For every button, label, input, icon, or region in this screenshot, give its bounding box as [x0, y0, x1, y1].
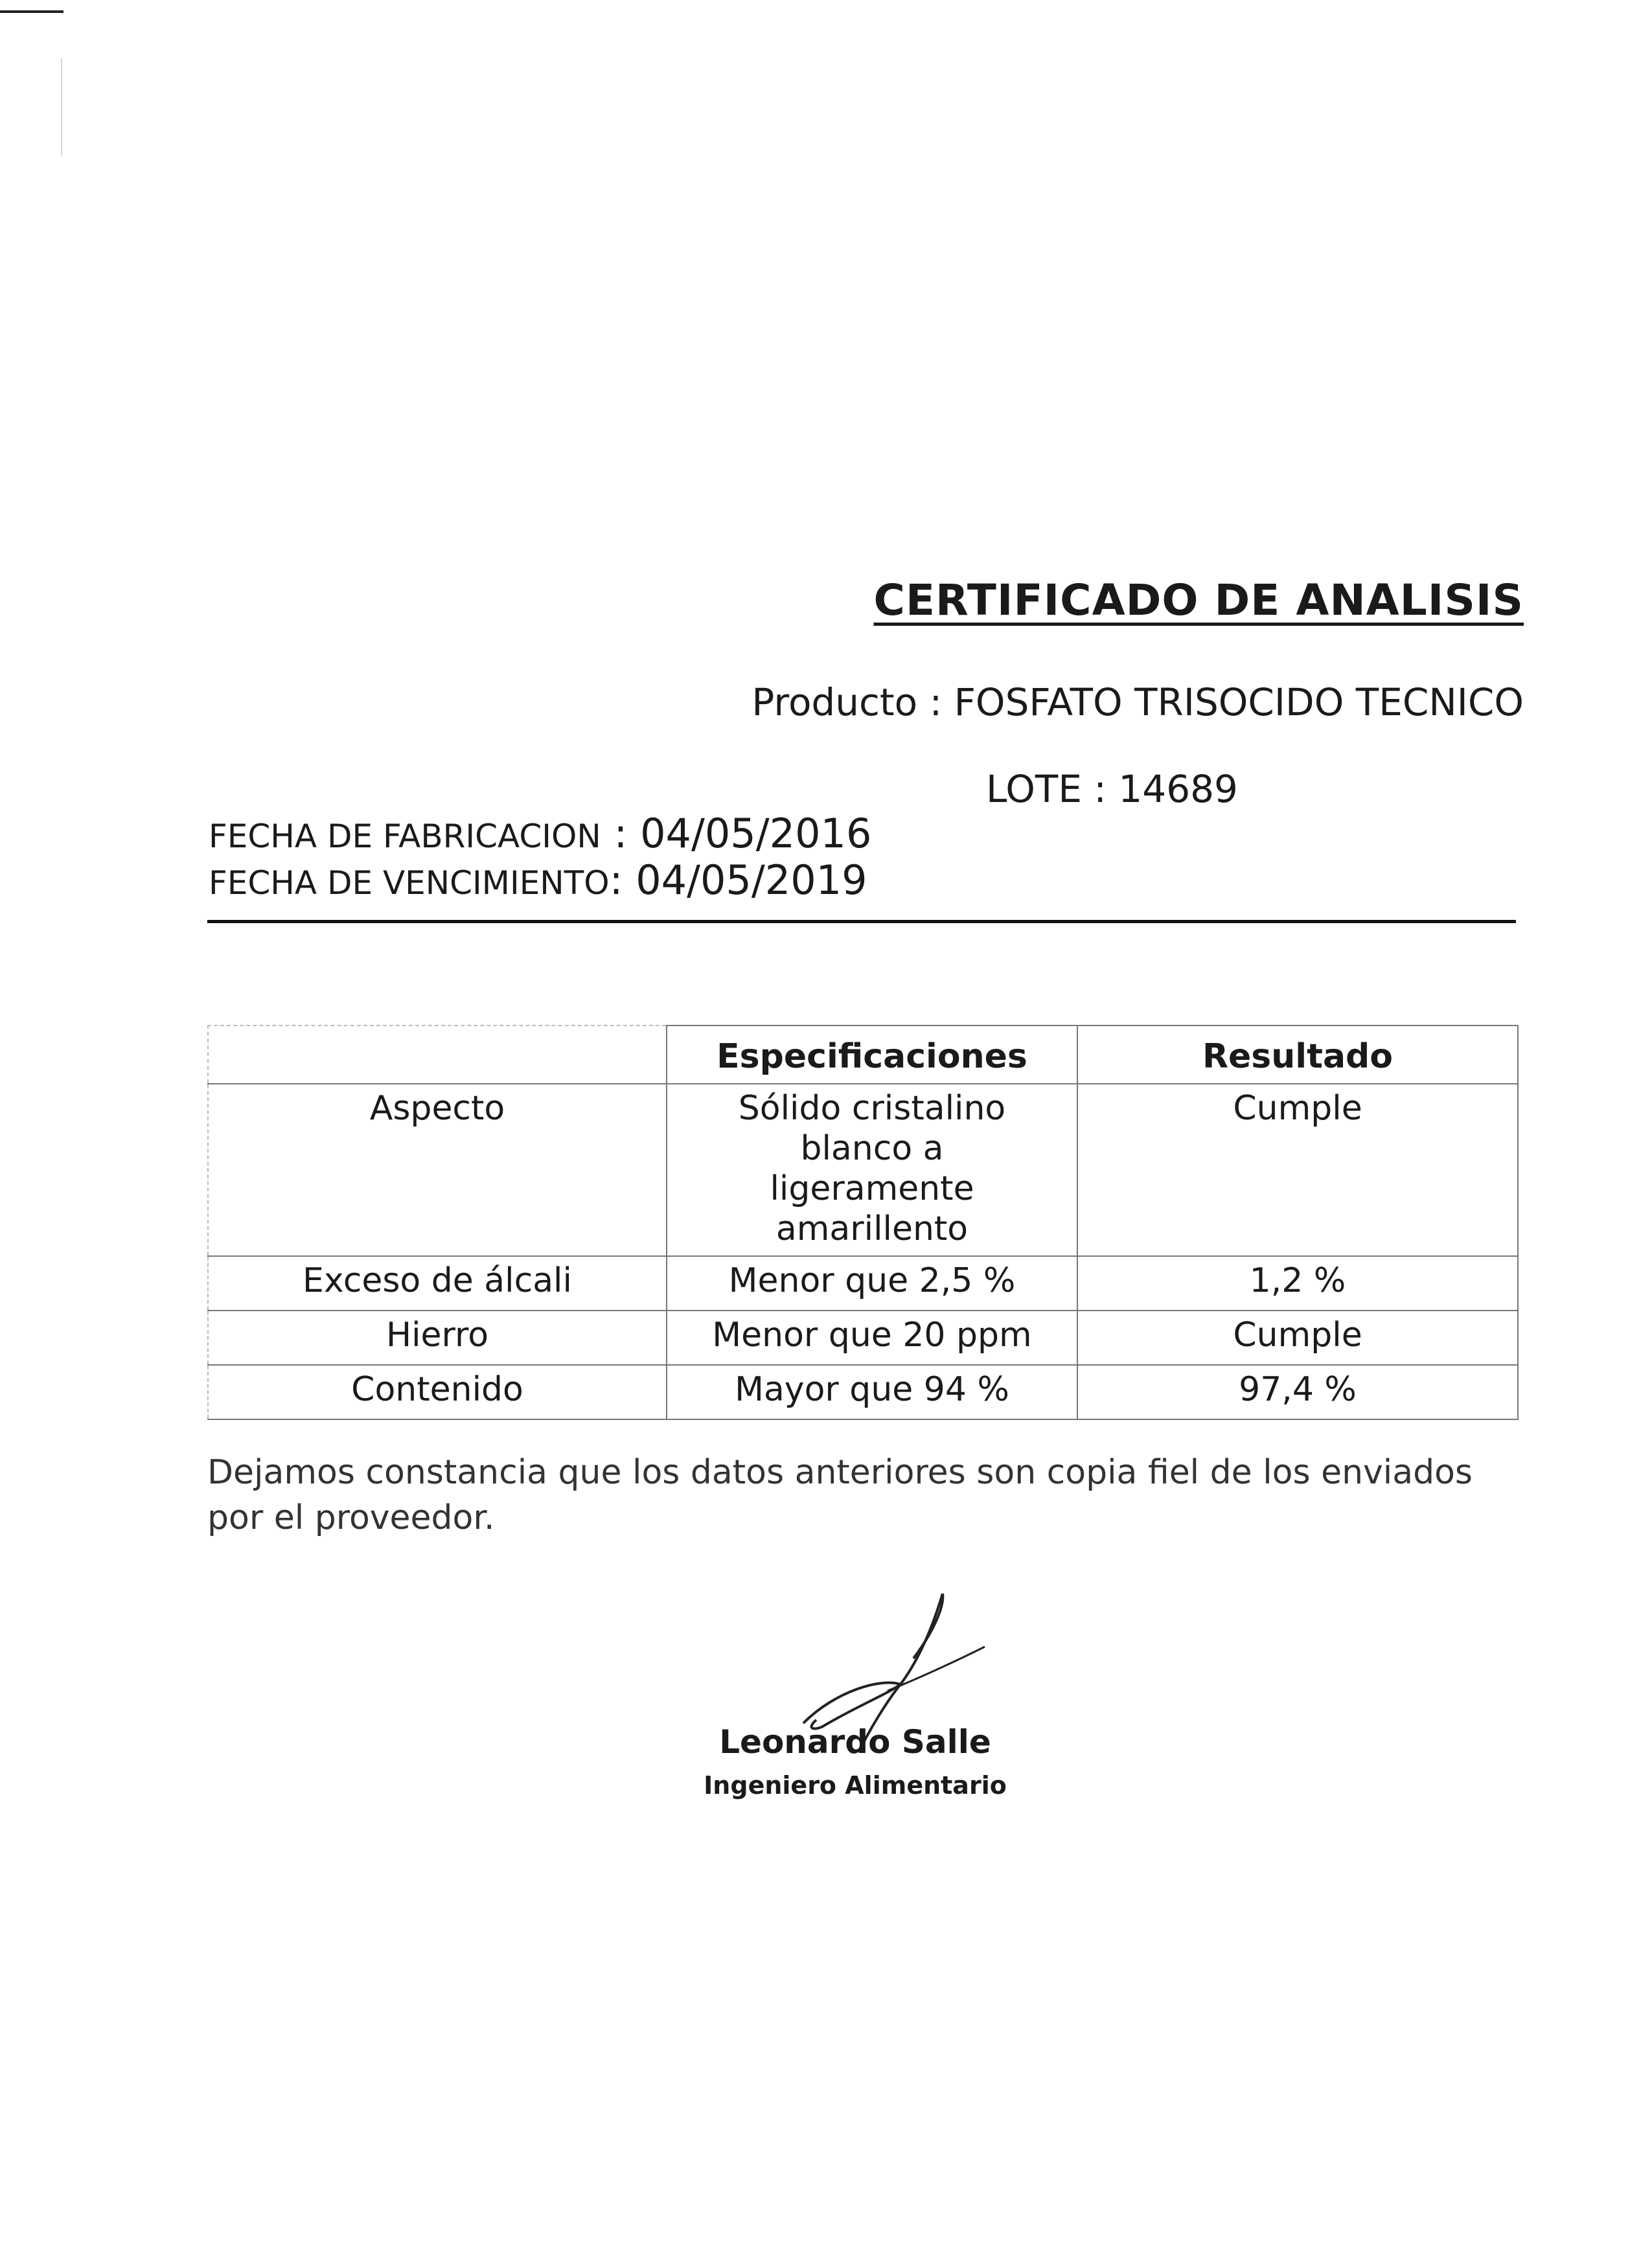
lot-separator: : — [1081, 767, 1119, 811]
row-parameter: Contenido — [208, 1365, 667, 1419]
manufacture-date-separator: : — [601, 810, 641, 857]
table-row — [208, 1256, 1518, 1311]
table-row — [208, 1365, 1518, 1419]
row-parameter: Hierro — [208, 1311, 667, 1365]
table-header-parameter — [208, 1025, 667, 1084]
table-header-result: Resultado — [1077, 1025, 1518, 1084]
table-header-row — [208, 1025, 1518, 1084]
row-result: Cumple — [1077, 1311, 1518, 1365]
table-row — [208, 1084, 1518, 1256]
certification-note: Dejamos constancia que los datos anteriores son copia fiel de los enviados por el proveedor. — [207, 1453, 1473, 1537]
row-result: 1,2 % — [1077, 1256, 1518, 1311]
lot-line — [986, 767, 1238, 811]
row-specification-line2: ligeramente amarillento — [770, 1169, 974, 1248]
product-value: FOSFATO TRISOCIDO TECNICO — [954, 680, 1524, 724]
document-title: CERTIFICADO DE ANALISIS — [873, 575, 1524, 625]
product-label: Producto — [751, 680, 918, 724]
signer-name: Leonardo Salle — [719, 1723, 991, 1761]
row-specification: Menor que 20 ppm — [667, 1311, 1077, 1365]
header-divider — [207, 920, 1516, 923]
scan-edge-line — [61, 58, 62, 155]
product-separator: : — [917, 680, 954, 724]
row-specification: Mayor que 94 % — [667, 1365, 1077, 1419]
analysis-table — [207, 1025, 1519, 1420]
row-parameter: Exceso de álcali — [208, 1256, 667, 1311]
row-specification-line1: Sólido cristalino blanco a — [738, 1089, 1006, 1168]
manufacture-date-value: 04/05/2016 — [640, 810, 872, 857]
manufacture-date-label: FECHA DE FABRICACION — [209, 818, 601, 855]
signer-role: Ingeniero Alimentario — [704, 1771, 1007, 1800]
lot-value: 14689 — [1118, 767, 1238, 811]
expiry-date-row — [209, 856, 867, 904]
row-result: 97,4 % — [1077, 1365, 1518, 1419]
lot-label: LOTE — [986, 767, 1082, 811]
expiry-date-separator: : — [609, 856, 636, 904]
row-parameter: Aspecto — [208, 1084, 667, 1256]
row-result: Cumple — [1077, 1084, 1518, 1256]
table-row — [208, 1311, 1518, 1365]
row-specification: Menor que 2,5 % — [667, 1256, 1077, 1311]
scan-corner-mark — [0, 10, 63, 13]
product-line — [751, 680, 1524, 724]
manufacture-date-row — [209, 810, 871, 857]
table-header-specifications: Especificaciones — [667, 1025, 1077, 1084]
expiry-date-label: FECHA DE VENCIMIENTO — [209, 864, 610, 902]
expiry-date-value: 04/05/2019 — [636, 856, 867, 904]
row-specification — [667, 1084, 1077, 1256]
